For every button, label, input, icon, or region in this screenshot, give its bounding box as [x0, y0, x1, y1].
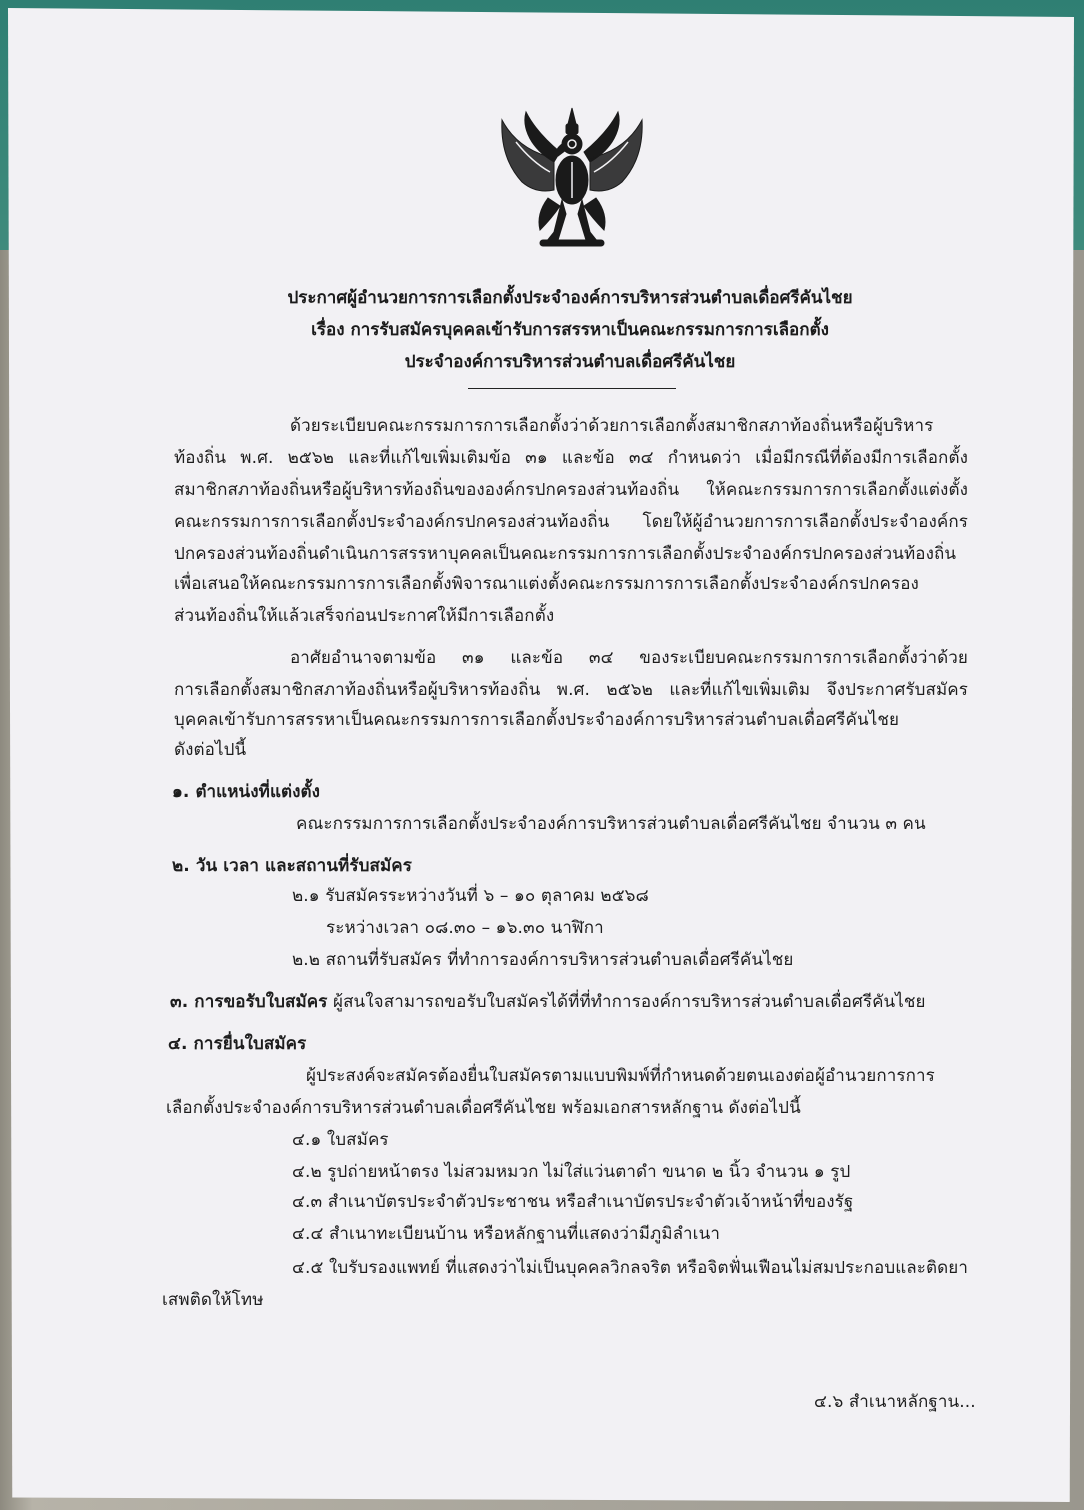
para1-line: ส่วนท้องถิ่นให้แล้วเสร็จก่อนประกาศให้มีการเลือกตั้ง: [174, 606, 555, 626]
para1-line: สมาชิกสภาท้องถิ่นหรือผู้บริหารท้องถิ่นขององค์กรปกครองส่วนท้องถิ่น ให้คณะกรรมการการเลือกตั้งแต่งตั้ง: [174, 480, 968, 500]
section3-line: [170, 988, 926, 1015]
section3-heading: ๓. การขอรับใบสมัคร: [170, 992, 328, 1012]
page-continuation: ๔.๖ สำเนาหลักฐาน...: [814, 1392, 976, 1412]
section3-text: ผู้สนใจสามารถขอรับใบสมัครได้ที่ที่ทำการองค์การบริหารส่วนตำบลเดื่อศรีคันไชย: [333, 992, 926, 1012]
garuda-emblem-icon: [496, 102, 648, 256]
section4-item: ๔.๑ ใบสมัคร: [292, 1130, 389, 1150]
section4-item: ๔.๓ สำเนาบัตรประจำตัวประชาชน หรือสำเนาบัตรประจำตัวเจ้าหน้าที่ของรัฐ: [292, 1192, 854, 1212]
section4-intro-line: เลือกตั้งประจำองค์การบริหารส่วนตำบลเดื่อศรีคันไชย พร้อมเอกสารหลักฐาน ดังต่อไปนี้: [166, 1098, 801, 1118]
para2-line: ดังต่อไปนี้: [174, 740, 247, 760]
section4-item: ๔.๒ รูปถ่ายหน้าตรง ไม่สวมหมวก ไม่ใส่แว่นตาดำ ขนาด ๒ นิ้ว จำนวน ๑ รูป: [292, 1162, 851, 1182]
announcement-title: ประกาศผู้อำนวยการการเลือกตั้งประจำองค์การบริหารส่วนตำบลเดื่อศรีคันไชย: [287, 288, 853, 308]
section4-intro-line: ผู้ประสงค์จะสมัครต้องยื่นใบสมัครตามแบบพิมพ์ที่กำหนดด้วยตนเองต่อผู้อำนวยการการ: [306, 1066, 935, 1086]
announcement-subject: เรื่อง การรับสมัครบุคคลเข้ารับการสรรหาเป็นคณะกรรมการการเลือกตั้ง: [311, 320, 829, 340]
para2-line: การเลือกตั้งสมาชิกสภาท้องถิ่นหรือผู้บริหารท้องถิ่น พ.ศ. ๒๕๖๒ และที่แก้ไขเพิ่มเติม จึงประกาศรับสมัคร: [174, 680, 968, 700]
section4-item: ๔.๕ ใบรับรองแพทย์ ที่แสดงว่าไม่เป็นบุคคลวิกลจริต หรือจิตฟั่นเฟือนไม่สมประกอบและติดยา: [292, 1258, 968, 1278]
section2-item-dates: ๒.๑ รับสมัครระหว่างวันที่ ๖ – ๑๐ ตุลาคม ๒๕๖๘: [292, 886, 649, 906]
para1-line: ปกครองส่วนท้องถิ่นดำเนินการสรรหาบุคคลเป็นคณะกรรมการการเลือกตั้งประจำองค์กรปกครองส่วนท้องถิ่น: [174, 544, 957, 564]
section1-heading: ๑. ตำแหน่งที่แต่งตั้ง: [172, 782, 321, 802]
section2-item-location: ๒.๒ สถานที่รับสมัคร ที่ทำการองค์การบริหารส่วนตำบลเดื่อศรีคันไชย: [292, 950, 794, 970]
para1-line: คณะกรรมการการเลือกตั้งประจำองค์กรปกครองส่วนท้องถิ่น โดยให้ผู้อำนวยการการเลือกตั้งประจำองค์กร: [174, 512, 968, 532]
section4-item: ๔.๔ สำเนาทะเบียนบ้าน หรือหลักฐานที่แสดงว่ามีภูมิลำเนา: [292, 1224, 720, 1244]
para2-line: บุคคลเข้ารับการสรรหาเป็นคณะกรรมการการเลือกตั้งประจำองค์การบริหารส่วนตำบลเดื่อศรีคันไชย: [174, 710, 900, 730]
section1-text: คณะกรรมการการเลือกตั้งประจำองค์การบริหารส่วนตำบลเดื่อศรีคันไชย จำนวน ๓ คน: [296, 814, 926, 834]
para1-line: ท้องถิ่น พ.ศ. ๒๕๖๒ และที่แก้ไขเพิ่มเติมข้อ ๓๑ และข้อ ๓๔ กำหนดว่า เมื่อมีกรณีที่ต้องมีการเลือกตั้ง: [174, 448, 968, 468]
heading-divider: [468, 388, 676, 389]
para1-line: ด้วยระเบียบคณะกรรมการการเลือกตั้งว่าด้วยการเลือกตั้งสมาชิกสภาท้องถิ่นหรือผู้บริหาร: [290, 416, 934, 436]
section4-heading: ๔. การยื่นใบสมัคร: [168, 1034, 307, 1054]
section2-item-time: ระหว่างเวลา ๐๘.๓๐ – ๑๖.๓๐ นาฬิกา: [326, 918, 604, 938]
para1-line: เพื่อเสนอให้คณะกรรมการการเลือกตั้งพิจารณาแต่งตั้งคณะกรรมการการเลือกตั้งประจำองค์กรปกครอง: [174, 574, 919, 594]
para2-line: อาศัยอำนาจตามข้อ ๓๑ และข้อ ๓๔ ของระเบียบคณะกรรมการการเลือกตั้งว่าด้วย: [290, 648, 968, 668]
section4-item-cont: เสพติดให้โทษ: [162, 1290, 264, 1310]
announcement-subject-cont: ประจำองค์การบริหารส่วนตำบลเดื่อศรีคันไชย: [404, 352, 736, 372]
section2-heading: ๒. วัน เวลา และสถานที่รับสมัคร: [172, 856, 412, 876]
